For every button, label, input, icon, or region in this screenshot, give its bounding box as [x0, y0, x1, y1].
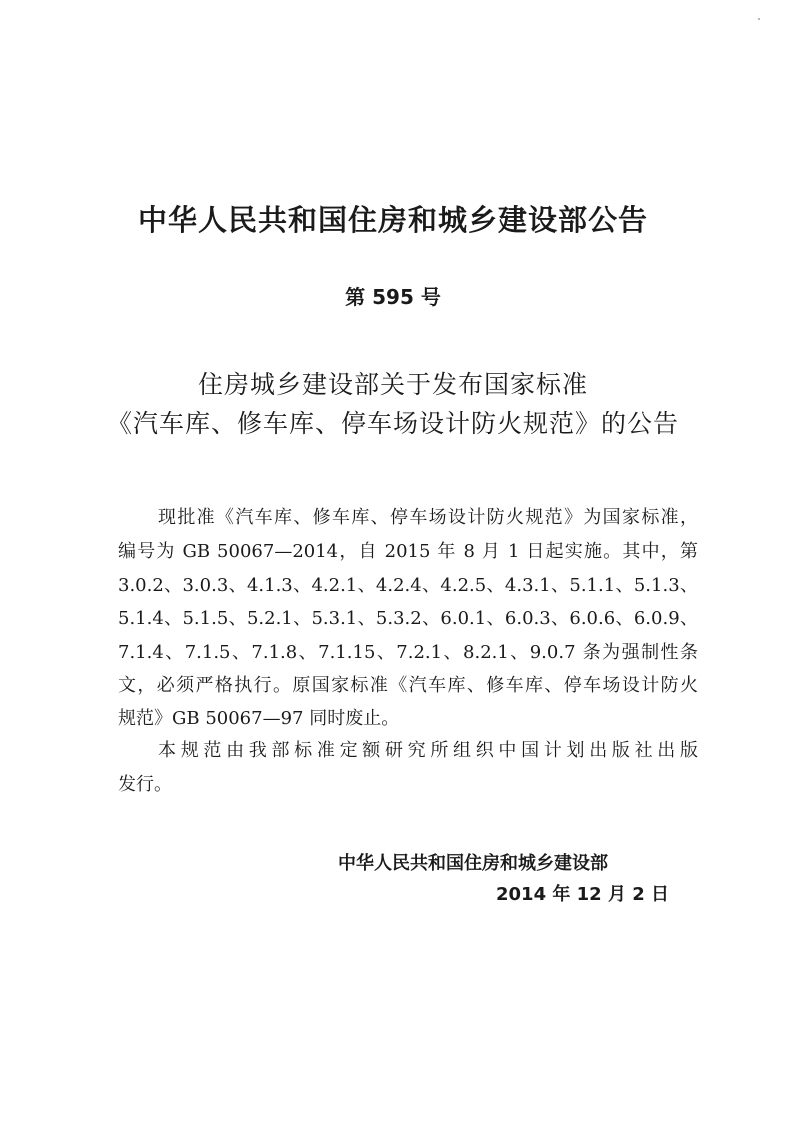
signature-date: 2014 年 12 月 2 日: [496, 884, 670, 905]
announcement-number: 第 595 号: [345, 285, 441, 309]
announcement-title: 中华人民共和国住房和城乡建设部公告: [137, 203, 648, 237]
paragraph-1-line-3: 3.0.2、3.0.3、4.1.3、4.2.1、4.2.4、4.2.5、4.3.1、5.1.1、5.1.3、: [118, 575, 698, 596]
paragraph-1-line-5: 7.1.4、7.1.5、7.1.8、7.1.15、7.2.1、8.2.1、9.0.7 条为强制性条: [118, 642, 698, 663]
paragraph-1-line-6: 文，必须严格执行。原国家标准《汽车库、修车库、停车场设计防火: [118, 675, 698, 696]
paragraph-2-line-1: 本规范由我部标准定额研究所组织中国计划出版社出版: [158, 740, 698, 761]
paragraph-2-line-2: 发行。: [118, 774, 172, 795]
scan-speck: [758, 18, 760, 20]
subtitle-line-2: 《汽车库、修车库、停车场设计防火规范》的公告: [106, 409, 679, 438]
paragraph-1-line-4: 5.1.4、5.1.5、5.2.1、5.3.1、5.3.2、6.0.1、6.0.3、6.0.6、6.0.9、: [118, 608, 698, 629]
subtitle-line-1: 住房城乡建设部关于发布国家标准: [197, 370, 588, 399]
paragraph-1-line-1: 现批准《汽车库、修车库、停车场设计防火规范》为国家标准，: [158, 507, 698, 528]
paragraph-1-line-2: 编号为 GB 50067—2014，自 2015 年 8 月 1 日起实施。其中，第: [118, 541, 698, 562]
signature-organization: 中华人民共和国住房和城乡建设部: [338, 853, 608, 874]
paragraph-1-line-7: 规范》GB 50067—97 同时废止。: [118, 708, 400, 729]
